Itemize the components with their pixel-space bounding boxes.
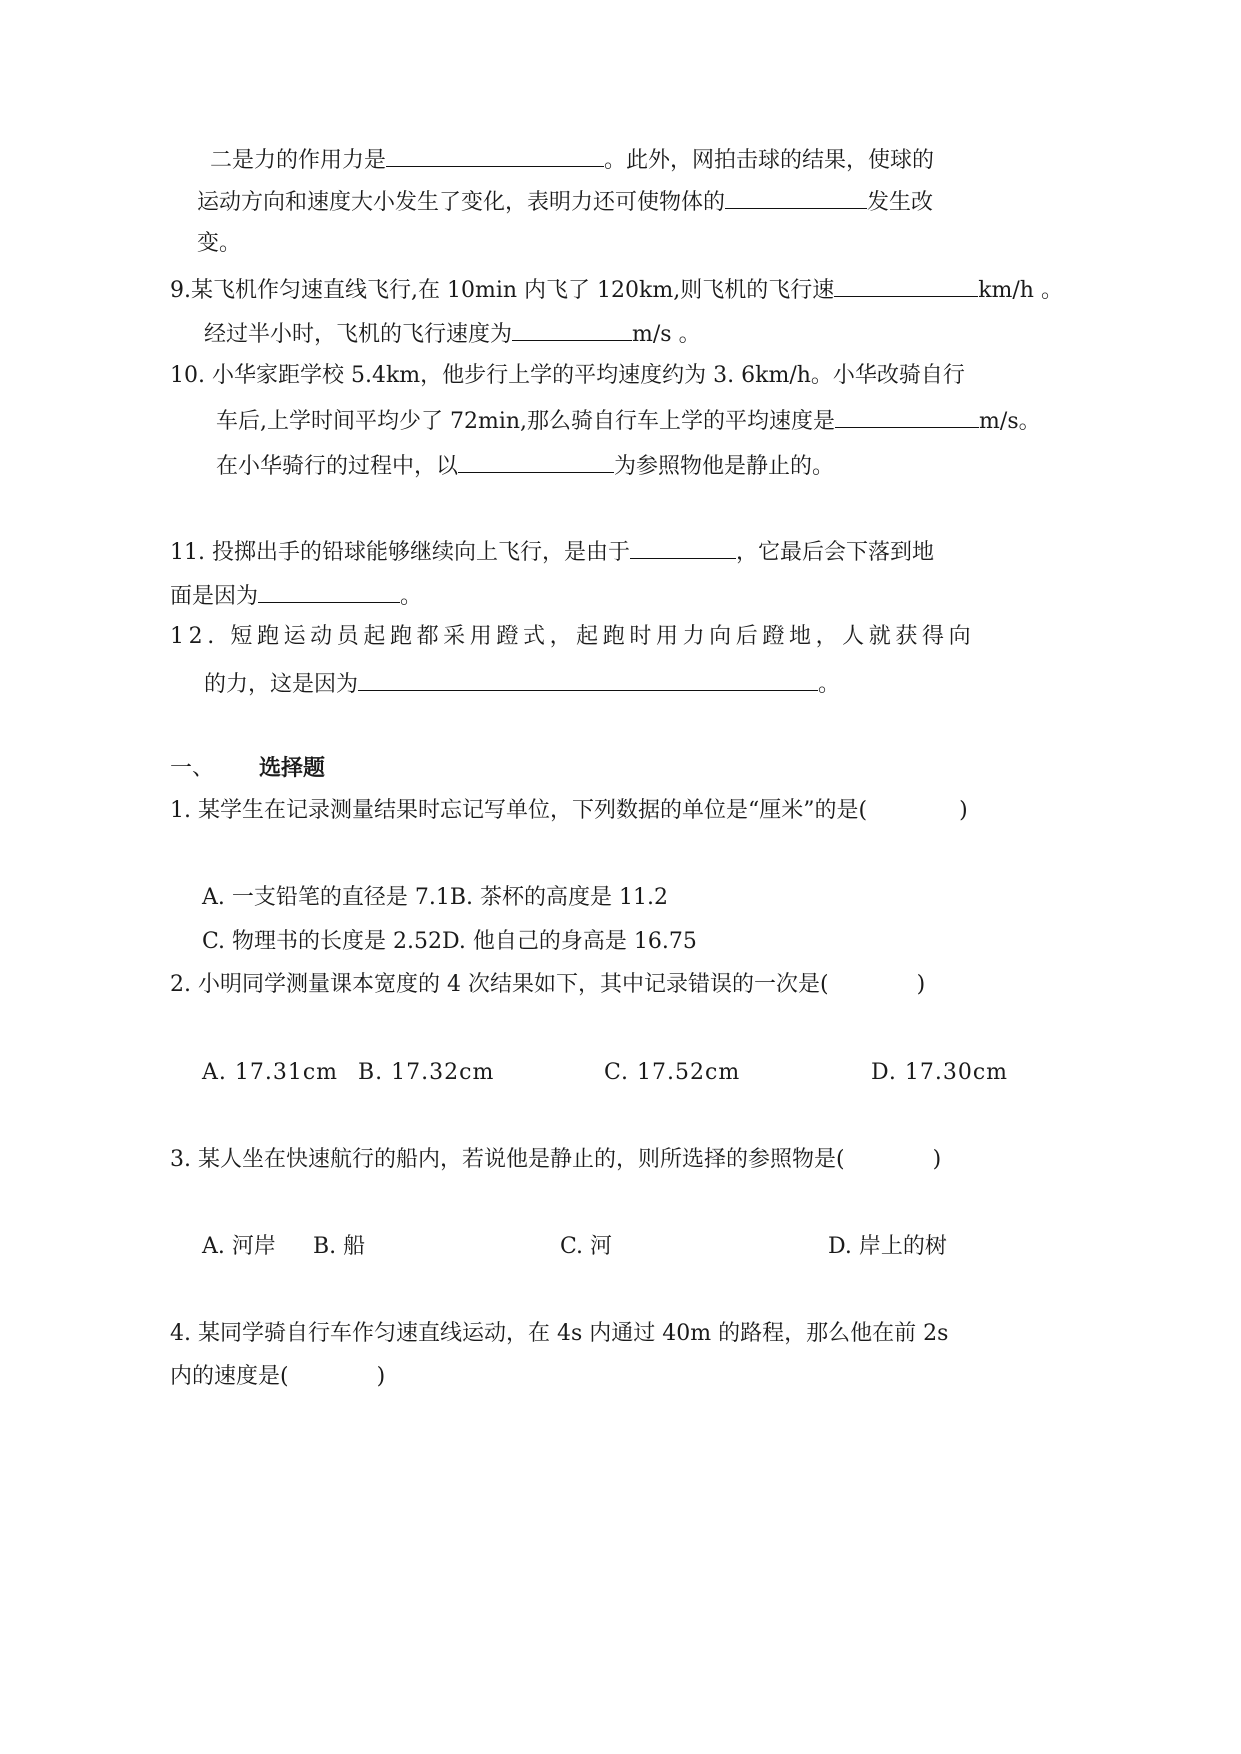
q10-text-b: 车后,上学时间平均少了 72min,那么骑自行车上学的平均速度是: [216, 409, 836, 434]
cq2-option-a[interactable]: A. 17.31cm: [202, 1060, 339, 1085]
q9-blank-speed-ms[interactable]: [512, 318, 632, 341]
q12-text-a: 12. 短跑运动员起跑都采用蹬式，起跑时用力向后蹬地，人就获得向: [170, 624, 976, 649]
q10-text-d: 在小华骑行的过程中，以: [216, 454, 459, 479]
q12-text-b: 的力，这是因为: [204, 672, 359, 697]
q8-text-c: 运动方向和速度大小发生了变化，表明力还可使物体的: [197, 190, 726, 215]
q11-blank-inertia[interactable]: [630, 536, 736, 559]
q8-line2: [197, 186, 933, 217]
q8-text-d: 发生改: [867, 190, 934, 215]
q8-text-b: 。此外，网拍击球的结果，使球的: [604, 148, 935, 173]
q8-text-a: 二是力的作用力是: [210, 148, 387, 173]
q9-text-d: m/s 。: [632, 322, 701, 347]
q10-text-e: 为参照物他是静止的。: [614, 454, 835, 479]
q10-line1: [170, 362, 965, 390]
q12-text-c: 。: [818, 672, 841, 697]
cq4-close: ): [376, 1364, 386, 1389]
q9-text-c: 经过半小时，飞机的飞行速度为: [204, 322, 513, 347]
cq2-option-b[interactable]: B. 17.32cm: [358, 1060, 495, 1085]
q8-text-e: 变。: [197, 231, 242, 256]
q9-blank-speed-kmh[interactable]: [834, 274, 978, 297]
section-number: 一、: [170, 756, 215, 781]
cq2-stem: [170, 971, 925, 999]
q8-blank-motion-state[interactable]: [725, 186, 867, 209]
cq3-option-b[interactable]: B. 船: [313, 1234, 366, 1259]
q10-blank-bike-speed[interactable]: [835, 405, 979, 428]
cq4-line2: [170, 1363, 385, 1391]
cq4-stem-text-2: 内的速度是(: [170, 1364, 289, 1389]
q12-line2: [204, 668, 840, 699]
q10-text-a: 10. 小华家距学校 5.4km，他步行上学的平均速度约为 3. 6km/h。小华改骑自行: [170, 363, 965, 388]
cq3-option-a[interactable]: A. 河岸: [202, 1234, 276, 1259]
q10-line2: [216, 405, 1041, 436]
cq1-close: ): [959, 798, 968, 823]
q12-blank-reason[interactable]: [358, 668, 818, 691]
cq2-option-d[interactable]: D. 17.30cm: [871, 1060, 1009, 1085]
q10-blank-reference[interactable]: [458, 450, 614, 473]
q8-blank-force-applier[interactable]: [386, 144, 604, 167]
q11-text-b: ，它最后会下落到地: [735, 540, 934, 565]
q11-text-d: 。: [400, 584, 423, 609]
cq1-stem-text: 1. 某学生在记录测量结果时忘记写单位，下列数据的单位是“厘米”的是(: [170, 798, 868, 823]
q11-text-c: 面是因为: [170, 584, 259, 609]
q11-text-a: 11. 投掷出手的铅球能够继续向上飞行，是由于: [170, 540, 630, 565]
cq1-stem: [170, 797, 968, 825]
q11-line1: [170, 536, 934, 567]
q10-line3: [216, 450, 834, 481]
q11-line2: [170, 580, 422, 611]
cq1-options-1: [202, 884, 668, 912]
q9-line2: [204, 318, 701, 349]
cq3-close: ): [932, 1147, 942, 1172]
section-title: 选择题: [259, 755, 326, 781]
q9-line1: [170, 274, 1063, 305]
q8-line3: [197, 230, 241, 258]
cq1-option-cd[interactable]: C. 物理书的长度是 2.52D. 他自己的身高是 16.75: [202, 929, 697, 954]
q9-text-a: 9.某飞机作匀速直线飞行,在 10min 内飞了 120km,则飞机的飞行速: [170, 278, 835, 303]
cq3-option-d[interactable]: D. 岸上的树: [828, 1234, 947, 1259]
q12-line1: [170, 623, 975, 651]
q9-text-b: km/h 。: [978, 278, 1063, 303]
cq3-option-c[interactable]: C. 河: [560, 1234, 613, 1259]
cq1-options-2: [202, 928, 697, 956]
cq3-stem-text: 3. 某人坐在快速航行的船内，若说他是静止的，则所选择的参照物是(: [170, 1147, 845, 1172]
cq4-line1: [170, 1320, 948, 1348]
q11-blank-gravity[interactable]: [258, 580, 400, 603]
cq1-option-ab[interactable]: A. 一支铅笔的直径是 7.1B. 茶杯的高度是 11.2: [202, 885, 668, 910]
cq2-stem-text: 2. 小明同学测量课本宽度的 4 次结果如下，其中记录错误的一次是(: [170, 972, 829, 997]
cq2-close: ): [916, 972, 926, 997]
cq2-option-c[interactable]: C. 17.52cm: [604, 1060, 741, 1085]
section-heading: [170, 754, 325, 783]
q8-line1: [210, 144, 934, 175]
q10-text-c: m/s。: [979, 409, 1041, 434]
cq4-stem-text: 4. 某同学骑自行车作匀速直线运动，在 4s 内通过 40m 的路程，那么他在前 2s: [170, 1321, 949, 1346]
cq3-stem: [170, 1146, 941, 1174]
